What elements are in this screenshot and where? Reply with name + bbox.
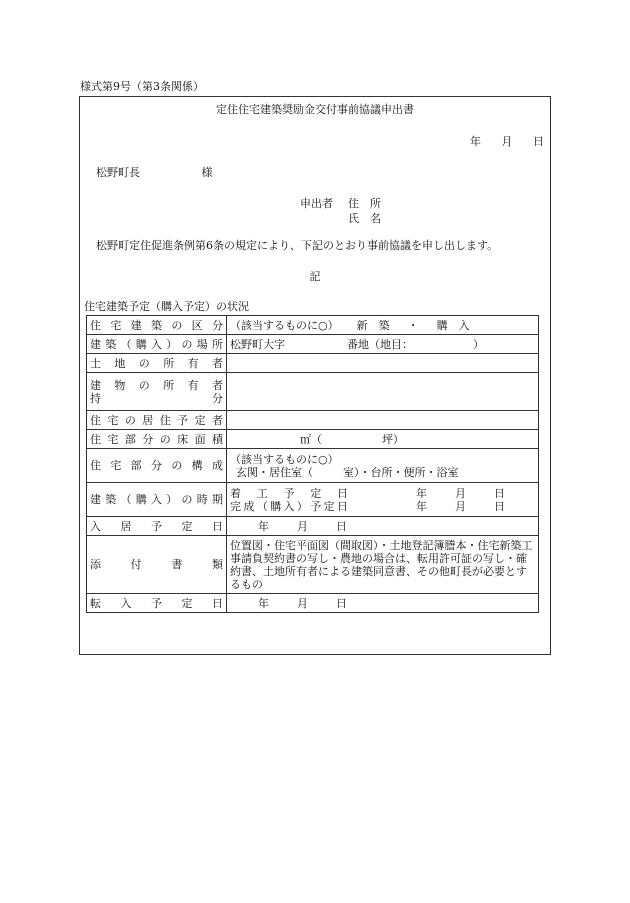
category-new-build: 新 築 [356, 318, 390, 332]
label-building-owner-line1: 建物の所有者 [90, 378, 223, 392]
location-close: ） [473, 337, 484, 351]
value-land-owner [227, 354, 539, 373]
date-line [470, 135, 544, 149]
label-attachments: 添付書類 [87, 536, 227, 594]
applicant-name-label: 氏 名 [348, 212, 381, 225]
date-month: 月 [501, 135, 513, 148]
plan-table [86, 315, 539, 613]
timing-complete-line [230, 500, 535, 513]
addressee [96, 166, 213, 180]
statement-text: 松野町定住促進条例第6条の規定により、下記のとおり事前協議を申し出します。 [96, 239, 499, 252]
value-location [227, 335, 539, 354]
structure-rooms-b: 室）・台所・便所・浴室 [343, 465, 459, 479]
timing-complete-label: 完成（購入）予定日 [230, 499, 348, 513]
form-number: 様式第9号（第3条関係） [80, 80, 204, 93]
table-row-transfer [87, 594, 539, 613]
transfer-month: 月 [297, 596, 308, 610]
structure-rooms-a: 玄関・居住室（ [236, 465, 313, 479]
timing-start-day: 日 [494, 486, 505, 500]
form-frame [79, 96, 551, 655]
label-floor-area: 住宅部分の床面積 [87, 430, 227, 449]
timing-complete-year: 年 [416, 499, 427, 513]
label-location: 建築（購入）の場所 [87, 335, 227, 354]
applicant-address-label: 住 所 [348, 197, 381, 210]
label-transfer: 転入予定日 [87, 594, 227, 613]
move-in-year: 年 [258, 519, 269, 533]
category-purchase: 購 入 [436, 318, 470, 332]
label-land-owner: 土地の所有者 [87, 354, 227, 373]
date-year: 年 [470, 135, 481, 148]
transfer-year: 年 [258, 596, 269, 610]
applicant-block [300, 196, 381, 226]
timing-start-year: 年 [416, 486, 427, 500]
timing-start-month: 月 [455, 486, 466, 500]
value-transfer [227, 594, 539, 613]
table-row-move-in [87, 517, 539, 536]
floor-area-unit: ㎡（ [300, 432, 322, 446]
structure-note: （該当するものに○） [230, 452, 339, 466]
value-structure [227, 449, 539, 483]
floor-area-tsubo: 坪） [382, 432, 404, 446]
transfer-day: 日 [336, 596, 347, 610]
timing-start-line [230, 487, 535, 500]
category-separator: ・ [407, 318, 419, 332]
label-move-in: 入居予定日 [87, 517, 227, 536]
table-row-timing [87, 483, 539, 517]
timing-complete-day: 日 [494, 499, 505, 513]
value-move-in [227, 517, 539, 536]
addressee-honorific: 様 [201, 166, 213, 179]
move-in-month: 月 [297, 519, 308, 533]
label-category: 住宅建築の区分 [87, 316, 227, 335]
value-attachments: 位置図・住宅平面図（間取図）・土地登記簿謄本・住宅新築工事請負契約書の写し・農地の場合は、転用許可証の写し・確約書、土地所有者による建築同意書、その他町長が必要とするもの [227, 536, 539, 594]
date-day: 日 [533, 135, 544, 148]
value-category [227, 316, 539, 335]
table-row-resident [87, 411, 539, 430]
table-row-attachments [87, 536, 539, 594]
location-town: 松野町大字 [230, 337, 285, 351]
table-row-building-owner [87, 373, 539, 411]
table-row-structure [87, 449, 539, 483]
location-lot: 番地（地目： [347, 337, 413, 351]
addressee-name: 松野町長 [96, 166, 140, 179]
table-row-land-owner [87, 354, 539, 373]
category-note: （該当するものに○） [230, 318, 339, 332]
label-resident: 住宅の居住予定者 [87, 411, 227, 430]
value-timing [227, 483, 539, 517]
table-row-floor-area [87, 430, 539, 449]
value-building-owner [227, 373, 539, 411]
document-title: 定住住宅建築奨励金交付事前協議申出書 [216, 103, 414, 116]
label-timing: 建築（購入）の時期 [87, 483, 227, 517]
value-floor-area [227, 430, 539, 449]
label-structure: 住宅部分の構成 [87, 449, 227, 483]
label-building-owner-line2: 持分 [90, 391, 223, 405]
ki-marker: 記 [309, 270, 321, 283]
move-in-day: 日 [336, 519, 347, 533]
applicant-role: 申出者 [300, 197, 333, 210]
table-row-location [87, 335, 539, 354]
timing-complete-month: 月 [455, 499, 466, 513]
timing-start-label: 着工予定日 [230, 486, 348, 500]
label-building-owner [87, 373, 227, 411]
section-heading: 住宅建築予定（購入予定）の状況 [84, 300, 249, 313]
table-row-category [87, 316, 539, 335]
value-resident [227, 411, 539, 430]
